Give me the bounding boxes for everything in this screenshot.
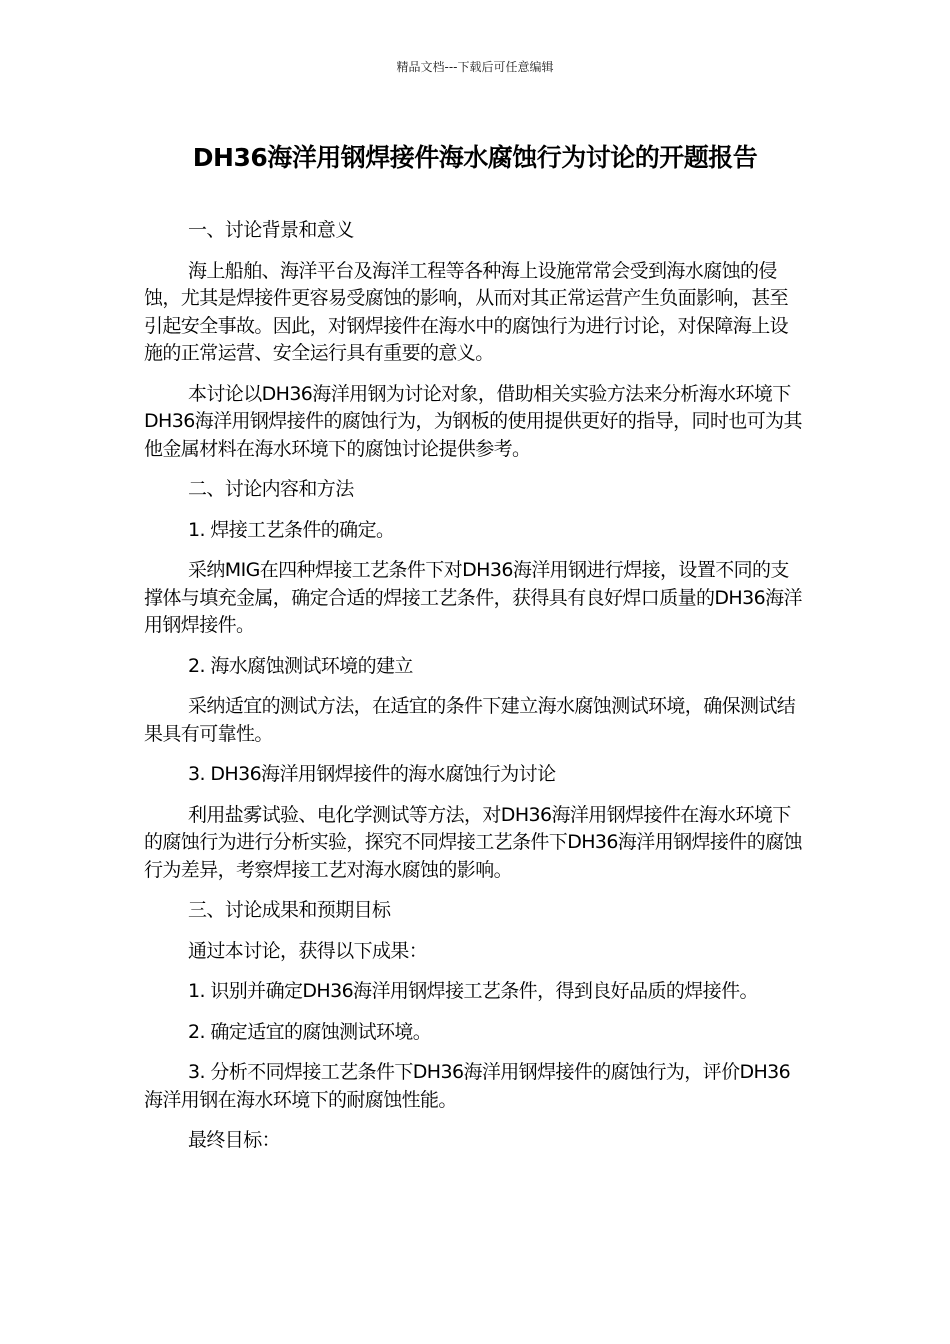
paragraph-test-environment: 采纳适宜的测试方法，在适宜的条件下建立海水腐蚀测试环境，确保测试结果具有可靠性。: [144, 695, 796, 745]
paragraph-results-intro: 通过本讨论，获得以下成果：: [188, 939, 428, 962]
paragraph-welding-conditions: 采纳MIG在四种焊接工艺条件下对DH36海洋用钢进行焊接，设置不同的支撑体与填充金属，确定合适的焊接工艺条件，获得具有良好焊口质量的DH36海洋用钢焊接件。: [144, 559, 802, 636]
list-item-result-2: 2. 确定适宜的腐蚀测试环境。: [188, 1020, 432, 1043]
paragraph-background: 海上船舶、海洋平台及海洋工程等各种海上设施常常会受到海水腐蚀的侵蚀，尤其是焊接件更容易受腐蚀的影响，从而对其正常运营产生负面影响，甚至引起安全事故。因此，对钢焊接件在海水中的腐蚀行为进行讨论，对保障海上设施的正常运营、安全运行具有重要的意义。: [144, 259, 789, 364]
list-item-test-environment: 2. 海水腐蚀测试环境的建立: [188, 654, 413, 677]
section-heading-methods: 二、讨论内容和方法: [188, 478, 354, 500]
header-note: 精品文档---下载后可任意编辑: [396, 60, 554, 74]
list-item-result-3: 3. 分析不同焊接工艺条件下DH36海洋用钢焊接件的腐蚀行为，评价DH36海洋用钢在海水环境下的耐腐蚀性能。: [144, 1061, 791, 1111]
paragraph-objective: 本讨论以DH36海洋用钢为讨论对象，借助相关实验方法来分析海水环境下DH36海洋用钢焊接件的腐蚀行为，为钢板的使用提供更好的指导，同时也可为其他金属材料在海水环境下的腐蚀讨论提供参考。: [144, 382, 802, 460]
paragraph-final-goal: 最终目标：: [188, 1129, 281, 1151]
document-body: [144, 217, 804, 1168]
list-item-corrosion-study: 3. DH36海洋用钢焊接件的海水腐蚀行为讨论: [188, 763, 556, 785]
list-item-welding-conditions: 1. 焊接工艺条件的确定。: [188, 518, 395, 541]
paragraph-corrosion-study: 利用盐雾试验、电化学测试等方法，对DH36海洋用钢焊接件在海水环境下的腐蚀行为进行分析实验，探究不同焊接工艺条件下DH36海洋用钢焊接件的腐蚀行为差异，考察焊接工艺对海水腐蚀的影响。: [144, 803, 802, 881]
document-title: DH36海洋用钢焊接件海水腐蚀行为讨论的开题报告: [192, 143, 758, 172]
section-heading-background: 一、讨论背景和意义: [188, 219, 354, 241]
list-item-result-1: 1. 识别并确定DH36海洋用钢焊接工艺条件，得到良好品质的焊接件。: [188, 980, 758, 1002]
section-heading-results: 三、讨论成果和预期目标: [188, 899, 391, 921]
